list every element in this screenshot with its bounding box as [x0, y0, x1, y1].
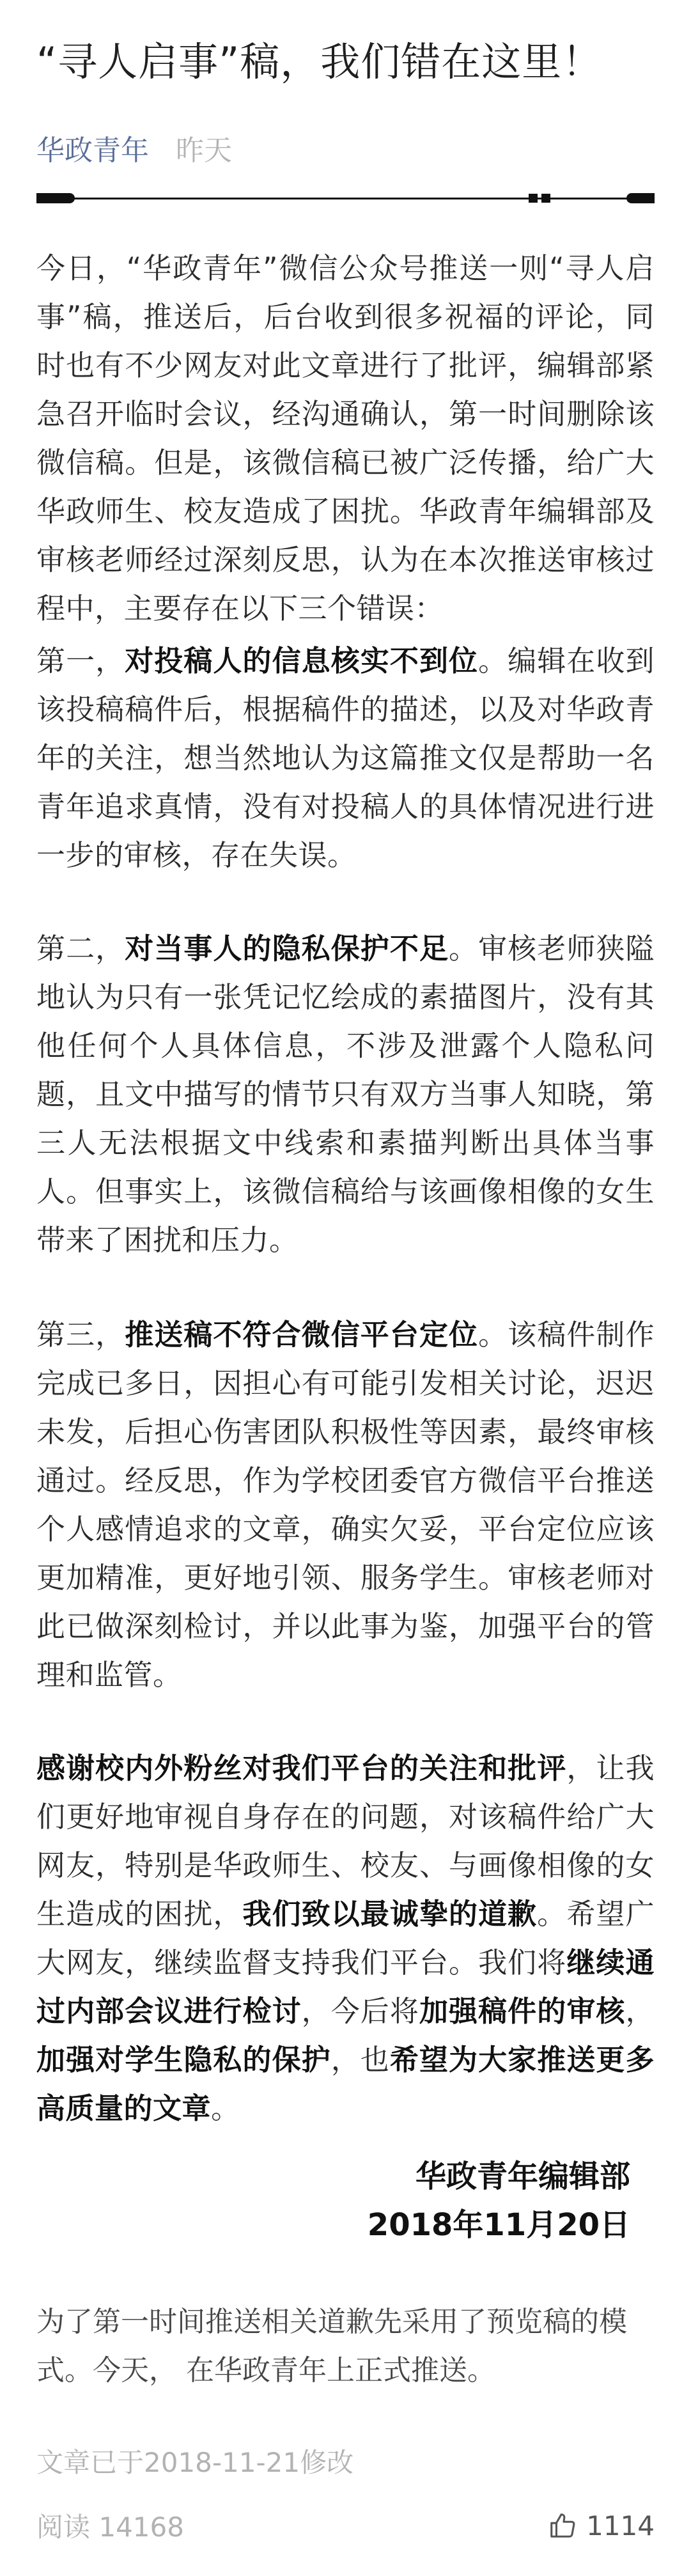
error-three-text: 。该稿件制作完成已多日，因担心有可能引发相关讨论，迟迟未发，后担心伤害团队积极性等因素，最终审核通过。经反思，作为学校团委官方微信平台推送个人感情追求的文章，确实欠妥，平台定位应该更加精准，更好地引领、服务学生。审核老师对此已做深刻检讨，并以此事为鉴，加强平台的管理和监管。	[36, 1318, 655, 1692]
thanks-bold-1: 感谢校内外粉丝对我们平台的关注和批评	[36, 1751, 567, 1785]
thanks-bold-4: 加强稿件的审核	[419, 1994, 626, 2028]
thanks-bold-3: 继续通过内部会议进行检讨	[36, 1946, 655, 2028]
thanks-bold-6: 希望为大家推送更多高质量的文章	[36, 2043, 655, 2125]
error-two-paragraph	[36, 925, 655, 1265]
account-name-link[interactable]: 华政青年	[36, 134, 149, 167]
error-one-lead: 第一，	[36, 644, 125, 678]
article-footer	[36, 2506, 655, 2545]
error-two-text: 。审核老师狭隘地认为只有一张凭记忆绘成的素描图片，没有其他任何个人具体信息，不涉及泄露个人隐私问题，且文中描写的情节只有双方当事人知晓，第三人无法根据文中线索和素描判断出具体当事人。但事实上，该微信稿给与该画像相像的女生带来了困扰和压力。	[36, 932, 655, 1257]
thanks-text-6: 。	[211, 2091, 240, 2125]
error-two-heading: 对当事人的隐私保护不足	[125, 932, 449, 965]
error-one-heading: 对投稿人的信息核实不到位	[125, 644, 479, 678]
read-count: 阅读 14168	[36, 2511, 184, 2543]
article-meta	[36, 133, 655, 169]
thanks-text-3: ，今后将	[301, 1994, 419, 2028]
error-one-text: 。编辑在收到该投稿稿件后，根据稿件的描述，以及对华政青年的关注，想当然地认为这篇推文仅是帮助一名青年追求真情，没有对投稿人的具体情况进行进一步的审核，存在失误。	[36, 644, 655, 872]
error-one-paragraph	[36, 637, 655, 880]
intro-paragraph: 今日，“华政青年”微信公众号推送一则“寻人启事”稿，推送后，后台收到很多祝福的评论，同时也有不少网友对此文章进行了批评，编辑部紧急召开临时会议，经沟通确认，第一时间删除该微信稿。但是，该微信稿已被广泛传播，给广大华政师生、校友造成了困扰。华政青年编辑部及审核老师经过深刻反思，认为在本次推送审核过程中，主要存在以下三个错误：	[36, 251, 655, 625]
like-count: 1114	[586, 2510, 655, 2541]
signature-date: 2018年11月20日	[367, 2207, 630, 2243]
error-three-heading: 推送稿不符合微信平台定位	[125, 1318, 479, 1352]
thanks-bold-2: 我们致以最诚挚的道歉	[242, 1897, 538, 1931]
signature-org: 华政青年编辑部	[415, 2158, 630, 2194]
modified-notice: 文章已于2018-11-21修改	[36, 2447, 354, 2478]
thanks-bold-5: 加强对学生隐私的保护	[36, 2043, 331, 2077]
thanks-text-4: ，	[625, 1994, 655, 2028]
thanks-paragraph	[36, 1744, 655, 2133]
decorative-divider	[36, 192, 655, 205]
thanks-text-1: ，让我们更好地审视自身存在的问题，对该稿件给广大网友，特别是华政师生、校友、与画像相像的女生造成的困扰，	[36, 1751, 655, 1931]
article-title: “寻人启事”稿，我们错在这里！	[36, 38, 603, 85]
thanks-text-2: 。希望广大网友，继续监督支持我们平台。我们将	[36, 1897, 655, 1979]
signature-block	[36, 2152, 655, 2249]
like-button[interactable]	[548, 2510, 655, 2541]
publish-time: 昨天	[176, 134, 232, 167]
error-three-paragraph	[36, 1311, 655, 1699]
error-three-lead: 第三，	[36, 1318, 125, 1352]
error-two-lead: 第二，	[36, 932, 125, 965]
thanks-text-5: ，也	[330, 2043, 390, 2077]
preview-note: 为了第一时间推送相关道歉先采用了预览稿的模式。今天， 在华政青年上正式推送。	[36, 2306, 627, 2387]
thumb-up-icon	[548, 2511, 577, 2540]
